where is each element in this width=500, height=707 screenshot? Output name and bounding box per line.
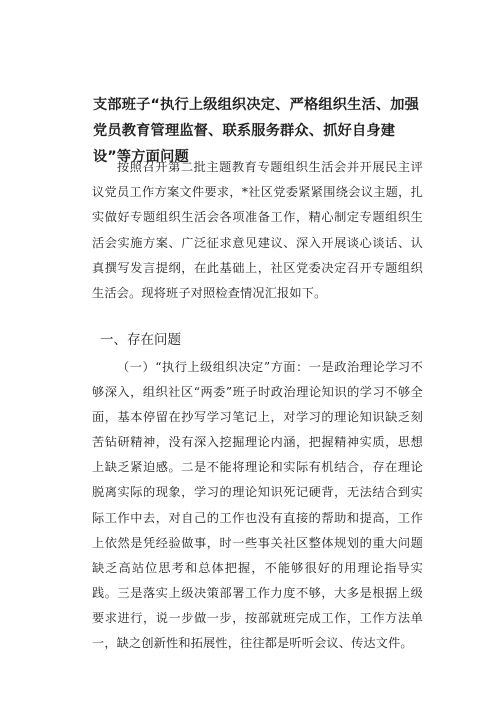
document-title: 支部班子“执行上级组织决定、严格组织生活、加强党员教育管理监督、联系服务群众、抓好自身建设”等方面问题 — [93, 97, 420, 165]
body-paragraph: （一）“执行上级组织决定”方面：一是政治理论学习不够深入，组织社区“两委”班子时政治理论知识的学习不够全面，基本停留在抄写学习笔记上，对学习的理论知识缺乏刻苦钻研精神，没有深入挖掘理论内涵，把握精神实质，思想上缺乏紧迫感。二是不能将理论和实际有机结合，存在理论脱离实际的现象，学习的理论知识死记硬背，无法结合到实际工作中去，对自己的工作也没有直接的帮助和提高，工作上依然是凭经验做事，时一些事关社区整体规划的重大问题缺乏高站位思考和总体把握，不能够很好的用理论指导实践。三是落实上级决策部署工作力度不够，大多是根据上级要求进行，说一步做一步，按部就班完成工作，工作方法单一，缺之创新性和拓展性，往往都是听听会议、传达文件。 — [92, 360, 423, 651]
intro-paragraph: 按照召开第二批主题教育专题组织生活会并开展民主评议党员工作方案文件要求，*社区党委紧紧围绕会议主题，扎实做好专题组织生活会各项准备工作，精心制定专题组织生活会实施方案、广泛征求意见建议、深入开展谈心谈话、认真撰写发言提纲，在此基础上，社区党委决定召开专题组织生活会。现将班子对照检查情况汇报如下。 — [92, 160, 423, 301]
section-heading: 一、存在问题 — [100, 332, 181, 348]
